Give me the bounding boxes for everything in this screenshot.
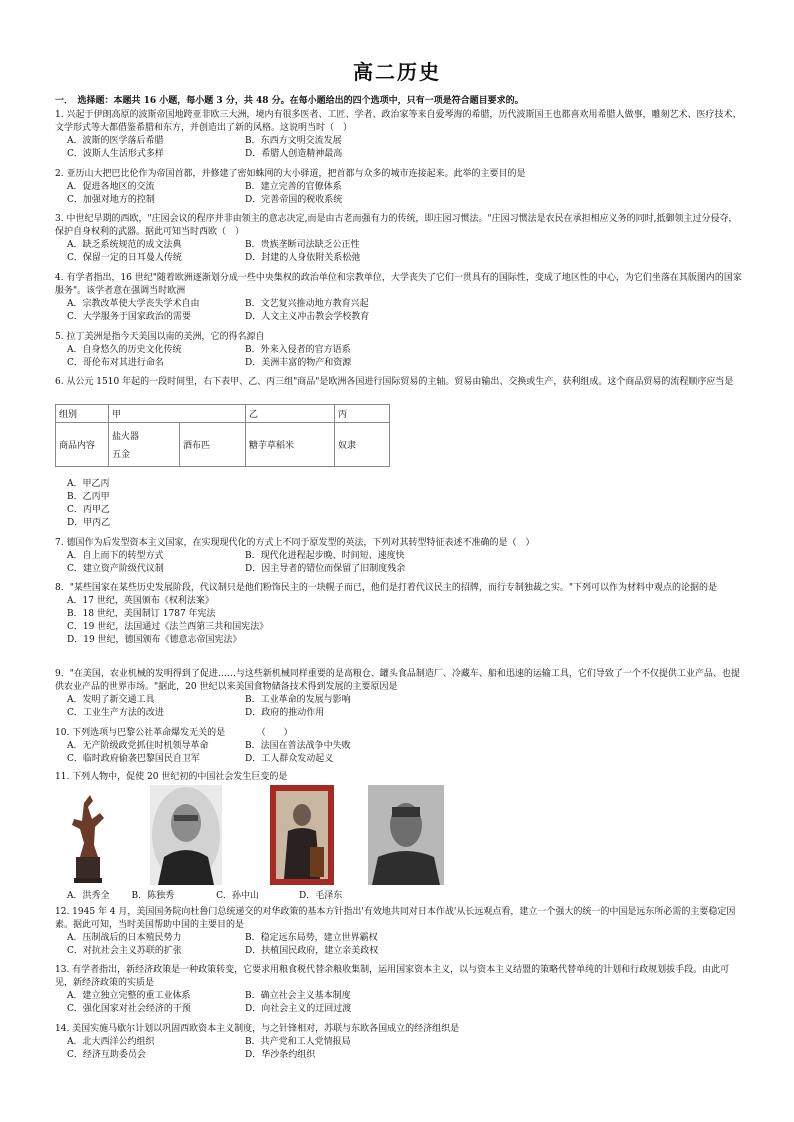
portrait-captions	[67, 888, 467, 901]
question-8	[55, 582, 745, 647]
question-stem: 1. 兴起于伊朗高原的波斯帝国地跨亚非欧三大洲，境内有很多医者、工匠、学者、政治家等来自爱琴海的希腊，历代波斯国王也都喜欢用希腊人做事，雕刻艺术、医疗技术、文学形式等大都借鉴希腊和东方，并创造出了新的风格。这说明当时（ ）	[55, 110, 742, 133]
portrait-chen-duxiu[interactable]	[150, 785, 222, 885]
option-b[interactable]: B．现代化进程起步晚、时间短、速度快	[245, 551, 405, 561]
option-d[interactable]: D．人文主义冲击教会学校教育	[245, 312, 370, 322]
option-a[interactable]: A．压制战后的日本殖民势力	[67, 933, 182, 943]
question-stem: 13. 有学者指出，新经济政策是一种政策转变，它要求用粮食税代替余粮收集制，运用国家资本主义，以与资本主义结盟的策略代替单纯的计划和行政规划拔手段。由此可见，新经济政策的实质是	[55, 965, 730, 988]
option-b[interactable]: B．陈独秀	[131, 891, 175, 901]
option-b[interactable]: B．稳定远东局势，建立世界霸权	[245, 933, 378, 943]
question-6	[55, 376, 745, 389]
table-header: 丙	[335, 405, 390, 423]
table-cell: 奴隶	[335, 423, 390, 467]
option-b[interactable]: B．乙丙甲	[67, 492, 110, 502]
option-d[interactable]: D．19 世纪，德国颁布《德意志帝国宪法》	[67, 635, 242, 645]
option-d[interactable]: D．封建的人身依附关系松弛	[245, 253, 361, 263]
question-stem: 8．"某些国家在某些历史发展阶段，代议制只是他们粉饰民主的一块幌子而已，他们是打着代议民主的招牌，而行专制独裁之实。"下列可以作为材料中观点的论据的是	[55, 583, 718, 593]
option-d[interactable]: D．扶植国民政府，建立亲美政权	[245, 946, 379, 956]
question-stem: 2. 亚历山大把巴比伦作为帝国首都，并修建了密如蛛网的大小驿道，把首都与众多的城市连接起来。此举的主要目的是	[55, 169, 526, 179]
option-a[interactable]: A．宗教改革使大学丧失学术自由	[67, 299, 200, 309]
question-stem: 6. 从公元 1510 年起的一段时间里，右下表甲、乙、丙三组"商品"是欧洲各国进行国际贸易的主轴。贸易由输出、交换或生产，获利组成。这个商品贸易的流程顺序应当是	[55, 377, 734, 387]
option-a[interactable]: A．无产阶级政党抓住时机领导革命	[67, 741, 209, 751]
option-b[interactable]: B．贵族垄断司法缺乏公正性	[245, 240, 360, 250]
option-c[interactable]: C．波斯人生活形式多样	[67, 149, 164, 159]
table-cell-line: 五金	[112, 450, 131, 460]
option-c[interactable]: C．对抗社会主义苏联的扩张	[67, 946, 182, 956]
portrait-row	[62, 785, 462, 885]
table-cell-line: 盐火器	[112, 432, 140, 442]
option-c[interactable]: C．19 世纪，法国通过《法兰西第三共和国宪法》	[67, 622, 269, 632]
question-stem: 12. 1945 年 4 月，美国国务院向杜鲁门总统递交的对华政策的基本方针指出'有效地共同对日本作战'从长远观点看，建立一个强大的统一的中国是远东所必需的主要稳定因素。据此可知，当时美国帮助中国的主要目的是	[55, 907, 736, 930]
option-b[interactable]: B．文艺复兴推动地方教育兴起	[245, 299, 369, 309]
option-a[interactable]: A．洪秀全	[67, 891, 110, 901]
option-a[interactable]: A．甲乙丙	[67, 479, 110, 489]
option-d[interactable]: D．向社会主义的迂回过渡	[245, 1004, 352, 1014]
option-a[interactable]: A．波斯的医学落后希腊	[67, 136, 164, 146]
option-b[interactable]: B．共产党和工人党情报局	[245, 1037, 351, 1047]
option-a[interactable]: A．缺乏系统规范的成文法典	[67, 240, 182, 250]
option-d[interactable]: D．工人群众发动起义	[245, 754, 334, 764]
option-a[interactable]: A．发明了新交通工具	[67, 695, 155, 705]
option-c[interactable]: C．大学服务于国家政治的需要	[67, 312, 191, 322]
option-d[interactable]: D．因主导者的错位而保留了旧制度残余	[245, 564, 406, 574]
option-c[interactable]: C．丙甲乙	[67, 505, 110, 515]
question-11	[55, 771, 745, 784]
page-title: 高二历史	[353, 60, 441, 84]
option-d[interactable]: D．毛泽东	[299, 891, 343, 901]
option-b[interactable]: B．确立社会主义基本制度	[245, 991, 351, 1001]
question-6-options	[55, 478, 745, 530]
question-7	[55, 537, 745, 576]
portrait-sun-zhongshan[interactable]	[270, 785, 334, 885]
option-d[interactable]: D．甲丙乙	[67, 518, 111, 528]
option-a[interactable]: A．自上而下的转型方式	[67, 551, 164, 561]
option-c[interactable]: C．保留一定的日耳曼人传统	[67, 253, 182, 263]
question-stem: 7. 德国作为后发型资本主义国家，在实现现代化的方式上不同于原发型的英法，下列对其转型特征表述不准确的是（ ）	[55, 538, 535, 548]
question-1	[55, 109, 745, 161]
question-5	[55, 331, 745, 370]
table-cell: 酒布匹	[180, 423, 246, 467]
question-10	[55, 727, 745, 766]
option-a[interactable]: A．17 世纪，英国颁布《权利法案》	[67, 596, 214, 606]
option-c[interactable]: C．临时政府偷袭巴黎国民自卫军	[67, 754, 200, 764]
option-d[interactable]: D．华沙条约组织	[245, 1050, 316, 1060]
option-b[interactable]: B．工业革命的发展与影响	[245, 695, 351, 705]
question-12	[55, 906, 745, 958]
option-a[interactable]: A．北大西洋公约组织	[67, 1037, 155, 1047]
option-c[interactable]: C．孙中山	[216, 891, 260, 901]
question-4	[55, 272, 745, 324]
question-3	[55, 213, 745, 265]
option-c[interactable]: C．加强对地方的控制	[67, 195, 155, 205]
option-d[interactable]: D．政府的推动作用	[245, 708, 325, 718]
table-header: 组别	[56, 405, 109, 423]
trade-table	[55, 404, 390, 467]
question-stem: 4. 有学者指出，16 世纪"随着欧洲逐渐划分成一些中央集权的政治单位和宗教单位，大学丧失了它们一贯具有的国际性，变成了地区性的中心，为它们坐落在其版图内的国家服务"。该学者意在强调当时欧洲	[55, 273, 742, 296]
option-b[interactable]: B．东西方文明交流发展	[245, 136, 342, 146]
question-2	[55, 168, 745, 207]
table-header: 乙	[246, 405, 335, 423]
question-stem: 3. 中世纪早期的西欧，"庄园会议的程序并非由领主的意志决定,而是由古老而强有力的传统，即庄园习惯法。"庄园习惯法是农民在承担相应义务的同时,抵御领主过分侵夺，保护自身权利的武器。据此可知当时西欧（ ）	[55, 214, 738, 237]
question-stem: 9．"在美国，农业机械的发明得到了促进……与这些新机械同样重要的是高粮仓、罐头食品制造厂、冷藏车、船和迅速的运输工具，它们导致了一个不仅提供工业产品、也提供农业产品的世界市场。"据此，20 世纪以来美国食物储备技术得到发展的主要原因是	[55, 669, 740, 692]
question-stem: 14. 美国实施马歇尔计划以巩固西欧资本主义制度，与之针锋相对，苏联与东欧各国成立的经济组织是	[55, 1024, 460, 1034]
option-a[interactable]: A．自身悠久的历史文化传统	[67, 345, 182, 355]
option-b[interactable]: B．法国在普法战争中失败	[245, 741, 351, 751]
table-cell: 糖芋草稻米	[246, 423, 335, 467]
question-stem: 5. 拉丁美洲是指今天美国以南的美洲，它的得名源自	[55, 332, 265, 342]
option-c[interactable]: C．工业生产方法的改进	[67, 708, 164, 718]
option-c[interactable]: C．经济互助委员会	[67, 1050, 146, 1060]
question-13	[55, 964, 745, 1016]
table-cell	[109, 423, 180, 467]
option-b[interactable]: B．18 世纪，美国制订 1787 年宪法	[67, 609, 216, 619]
option-b[interactable]: B．建立完善的官僚体系	[245, 182, 342, 192]
option-c[interactable]: C．强化国家对社会经济的干预	[67, 1004, 191, 1014]
option-d[interactable]: D．完善帝国的税收系统	[245, 195, 343, 205]
option-a[interactable]: A．建立独立完整的重工业体系	[67, 991, 191, 1001]
option-b[interactable]: B．外来入侵者的官方语系	[245, 345, 351, 355]
table-cell: 商品内容	[56, 423, 109, 467]
question-stem: 11. 下列人物中，促使 20 世纪初的中国社会发生巨变的是	[55, 772, 288, 782]
statue-image[interactable]	[62, 785, 112, 885]
question-14	[55, 1023, 745, 1062]
question-9	[55, 668, 745, 720]
option-d[interactable]: D．希腊人创造精神最高	[245, 149, 343, 159]
option-a[interactable]: A．促进各地区的交流	[67, 182, 155, 192]
portrait-mao-zedong[interactable]	[368, 785, 444, 885]
table-header: 甲	[109, 405, 246, 423]
option-d[interactable]: D．美洲丰富的物产和资源	[245, 358, 352, 368]
option-c[interactable]: C．哥伦布对其进行命名	[67, 358, 164, 368]
question-stem: 10. 下列选项与巴黎公社革命爆发无关的是 （ ）	[55, 728, 293, 738]
option-c[interactable]: C．建立资产阶级代议制	[67, 564, 164, 574]
section-intro: 一． 选择题：本题共 16 小题，每小题 3 分，共 48 分。在每小题给出的四个选项中，只有一项是符合题目要求的。	[55, 96, 524, 106]
